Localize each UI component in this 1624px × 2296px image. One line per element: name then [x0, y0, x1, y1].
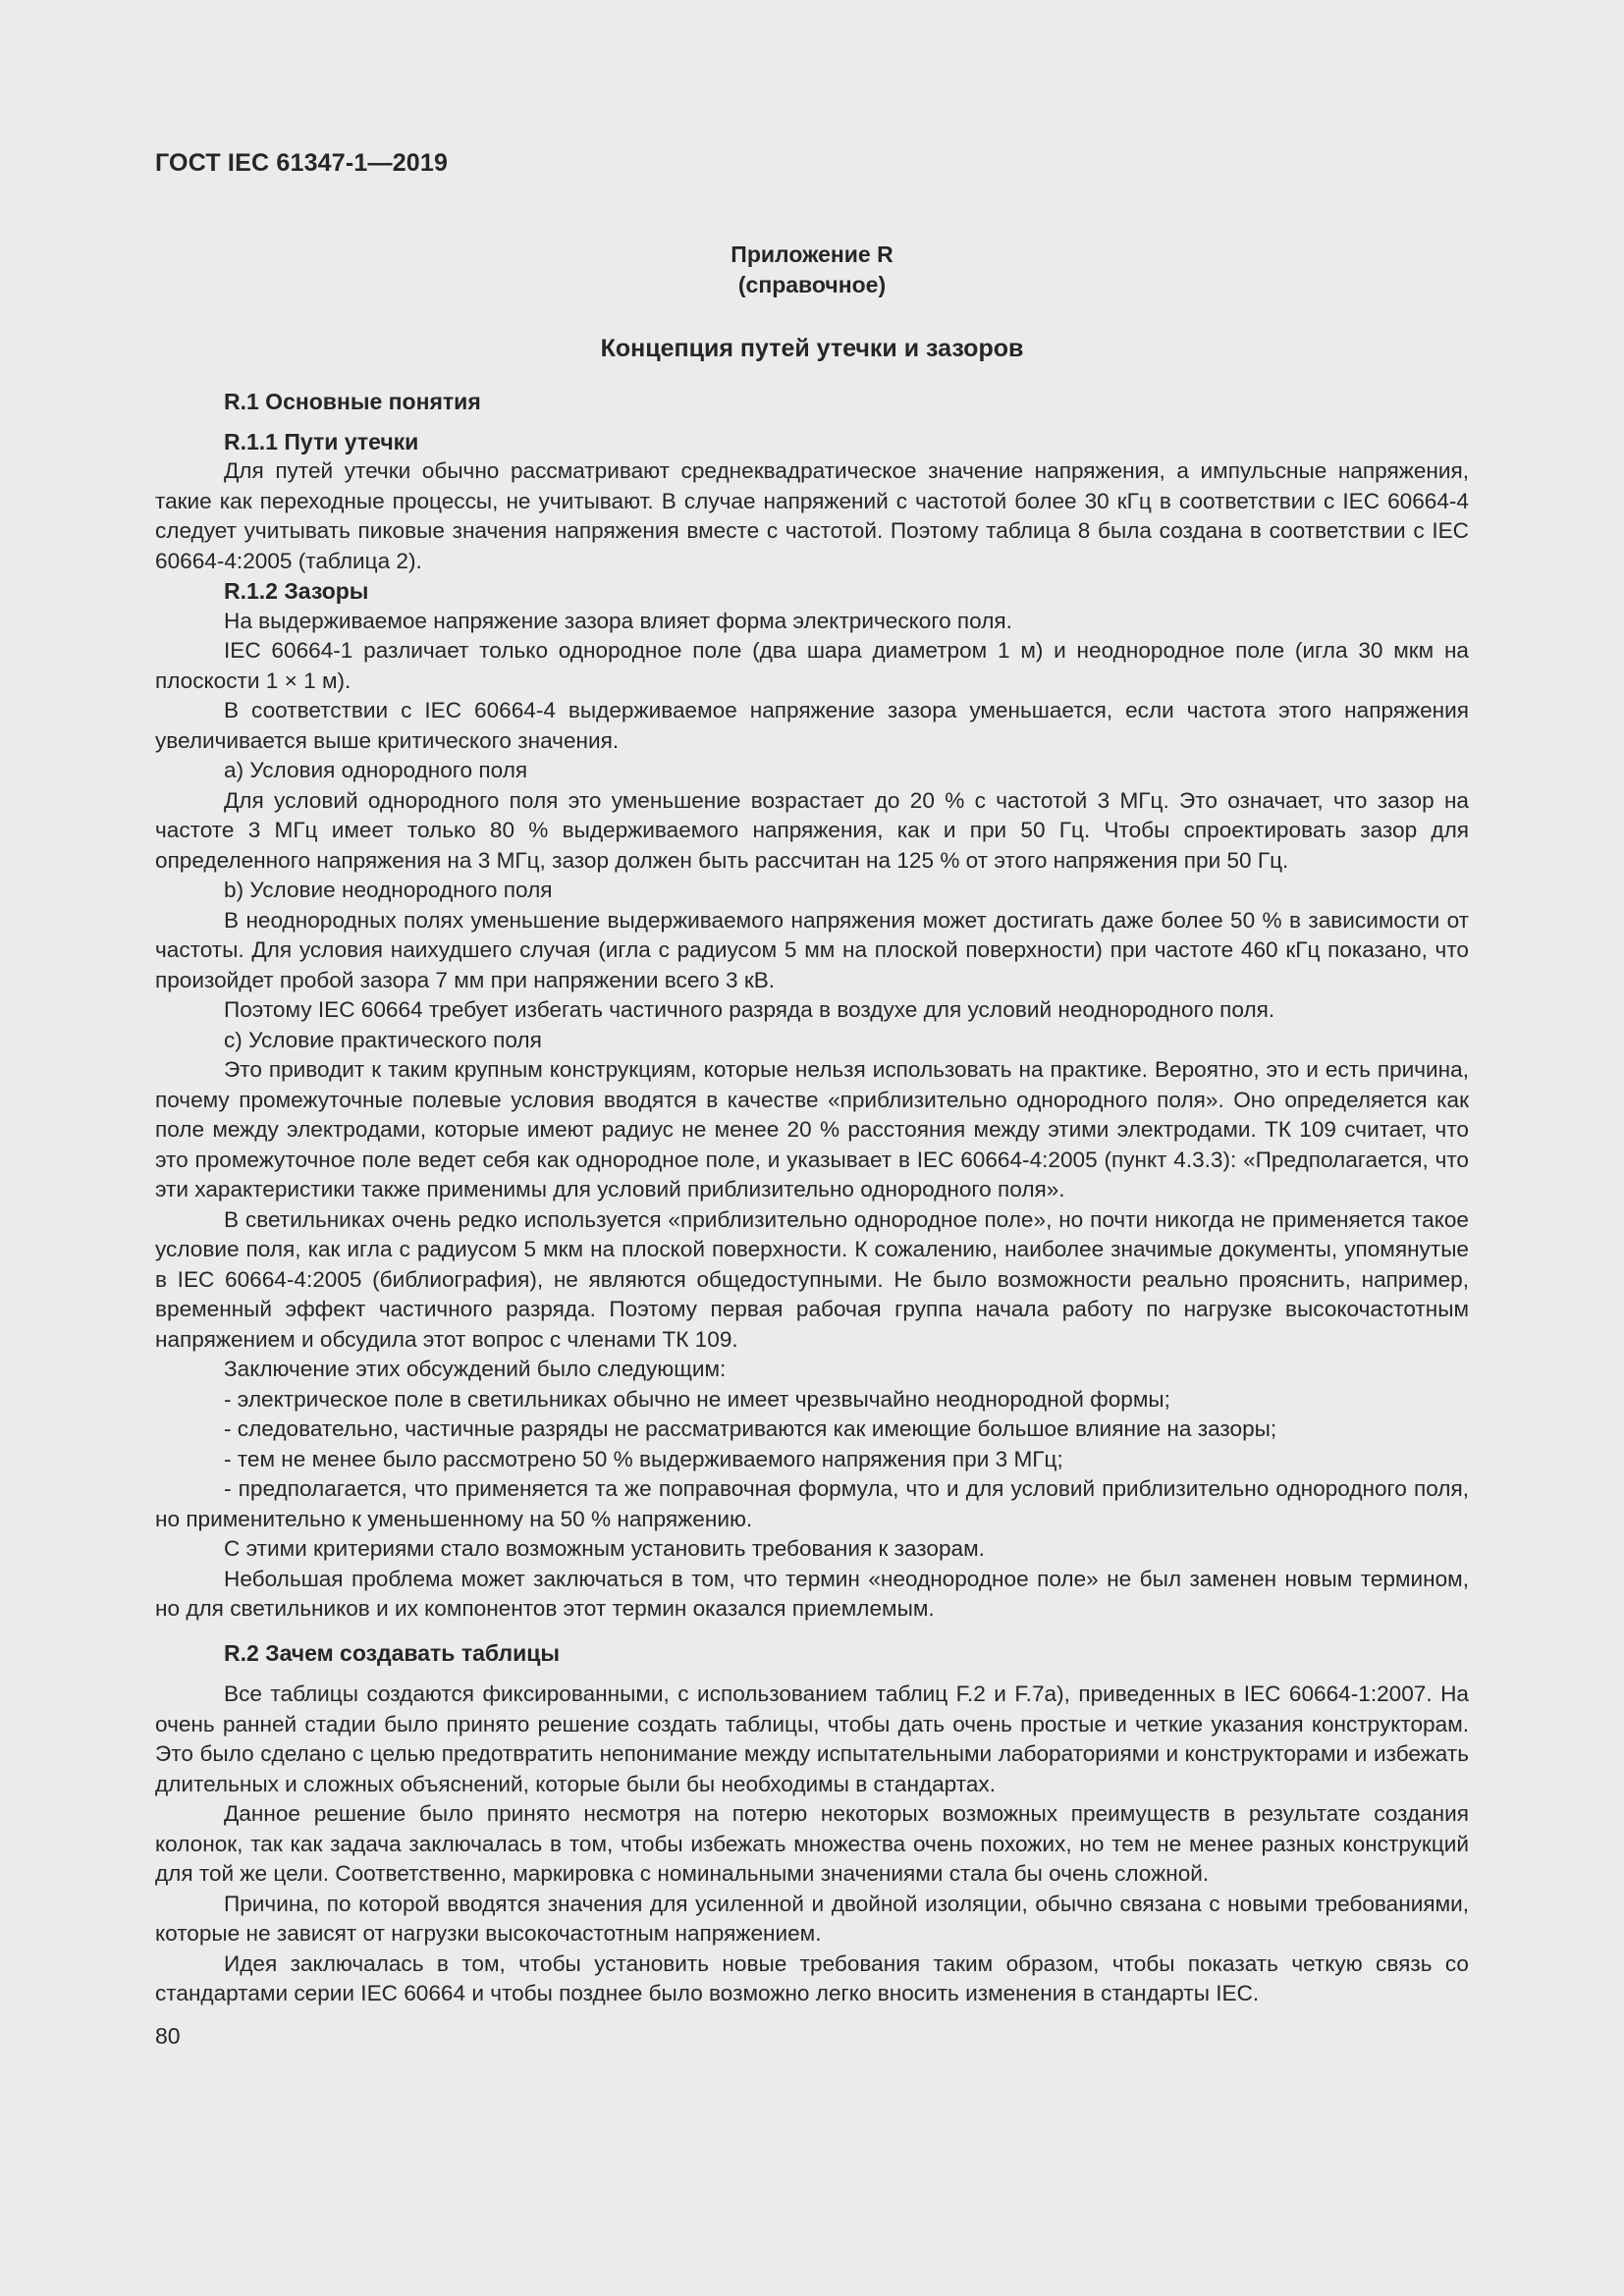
annex-status: (справочное) [737, 272, 887, 297]
paragraph: Все таблицы создаются фиксированными, с использованием таблиц F.2 и F.7а), приведенных в IEC 60664-1:2007. На очень ранней стадии было принято решение создать таблицы, чтобы дать очень простые и четкие указания конструкторам. Это было сделано с целью предотвратить непонимание между испытательными лабораториями и конструкторами и избежать длительных и сложных объяснений, которые были бы необходимы в стандартах. [155, 1682, 1469, 1796]
annex-name: Концепция путей утечки и зазоров [600, 335, 1024, 362]
section-heading-r2: R.2 Зачем создавать таблицы [224, 1639, 561, 1666]
list-item-heading: c) Условие практического поля [224, 1027, 542, 1052]
document-page [155, 145, 1469, 2051]
paragraph: Заключение этих обсуждений было следующим: [224, 1357, 727, 1381]
document-id: ГОСТ IEC 61347-1—2019 [155, 149, 449, 177]
list-item-heading: a) Условия однородного поля [224, 758, 528, 782]
paragraph: IEC 60664-1 различает только однородное поле (два шара диаметром 1 м) и неоднородное поле (игла 30 мкм на плоскости 1 × 1 м). [155, 638, 1469, 693]
list-item-heading: b) Условие неоднородного поля [224, 878, 553, 902]
section-heading-r11: R.1.1 Пути утечки [224, 428, 419, 454]
paragraph: Небольшая проблема может заключаться в том, что термин «неоднородное поле» не был заменен новым термином, но для светильников и их компонентов этот термин оказался приемлемым. [155, 1566, 1469, 1621]
page-number: 80 [155, 2022, 181, 2049]
list-item: - предполагается, что применяется та же поправочная формула, что и для условий приблизительно однородного поля, но применительно к уменьшенному на 50 % напряжению. [155, 1476, 1469, 1531]
list-item: - тем не менее было рассмотрено 50 % выдерживаемого напряжения при 3 МГц; [224, 1446, 1063, 1471]
paragraph: Это приводит к таким крупным конструкциям, которые нельзя использовать на практике. Вероятно, это и есть причина, почему промежуточные полевые условия вводятся в качестве «приблизительно однородного поля». Оно определяется как поле между электродами, которые имеют радиус не менее 20 % расстояния между этими электродами. ТК 109 считает, что это промежуточное поле ведет себя как однородное поле, и указывает в IEC 60664-4:2005 (пункт 4.3.3): «Предполагается, что эти характеристики также применимы для условий приблизительно однородного поля». [155, 1057, 1469, 1201]
list-item: - электрическое поле в светильниках обычно не имеет чрезвычайно неоднородной формы; [224, 1386, 1170, 1412]
paragraph: В светильниках очень редко используется «приблизительно однородное поле», но почти никогда не применяется такое условие поля, как игла с радиусом 5 мкм на плоской поверхности. К сожалению, наиболее значимые документы, упомянутые в IEC 60664-4:2005 (библиография), не являются общедоступными. Не было возможности реально прояснить, например, временный эффект частичного разряда. Поэтому первая рабочая группа начала работу по нагрузке высокочастотным напряжением и обсудила этот вопрос с членами ТК 109. [155, 1206, 1469, 1352]
paragraph: Данное решение было принято несмотря на потерю некоторых возможных преимуществ в результате создания колонок, так как задача заключалась в том, чтобы избежать множества очень похожих, но тем не менее разных конструкций для той же цели. Соответственно, маркировка с номинальными значениями стала бы очень сложной. [155, 1801, 1469, 1886]
paragraph: В соответствии с IEC 60664-4 выдерживаемое напряжение зазора уменьшается, если частота этого напряжения увеличивается выше критического значения. [155, 698, 1469, 753]
section-heading-r1: R.1 Основные понятия [224, 389, 481, 414]
paragraph: Идея заключалась в том, чтобы установить новые требования таким образом, чтобы показать четкую связь со стандартами серии IEC 60664 и чтобы позднее было возможно легко вносить изменения в стандарты IEC. [155, 1950, 1469, 2005]
paragraph: Причина, по которой вводятся значения для усиленной и двойной изоляции, обычно связана с новыми требованиями, которые не зависят от нагрузки высокочастотным напряжением. [155, 1891, 1469, 1946]
list-item: - следовательно, частичные разряды не рассматриваются как имеющие большое влияние на зазоры; [224, 1416, 1277, 1441]
paragraph: Для условий однородного поля это уменьшение возрастает до 20 % с частотой 3 МГц. Это означает, что зазор на частоте 3 МГц имеет только 80 % выдерживаемого напряжения, как и при 50 Гц. Чтобы спроектировать зазор для определенного напряжения на 3 МГц, зазор должен быть рассчитан на 125 % от этого напряжения при 50 Гц. [155, 787, 1469, 873]
paragraph: На выдерживаемое напряжение зазора влияет форма электрического поля. [224, 608, 1012, 633]
paragraph: Поэтому IEC 60664 требует избегать частичного разряда в воздухе для условий неоднородного поля. [224, 997, 1275, 1022]
section-heading-r12: R.1.2 Зазоры [224, 578, 369, 604]
paragraph: В неоднородных полях уменьшение выдерживаемого напряжения может достигать даже более 50 % в зависимости от частоты. Для условия наихудшего случая (игла с радиусом 5 мм на плоской поверхности) при частоте 460 кГц показано, что произойдет пробой зазора 7 мм при напряжении всего 3 кВ. [155, 907, 1469, 992]
paragraph: Для путей утечки обычно рассматривают среднеквадратическое значение напряжения, а импульсные напряжения, такие как переходные процессы, не учитывают. В случае напряжений с частотой более 30 кГц в соответствии с IEC 60664-4 следует учитывать пиковые значения напряжения вместе с частотой. Поэтому таблица 8 была создана в соответствии с IEC 60664-4:2005 (таблица 2). [155, 458, 1469, 573]
annex-title: Приложение R [731, 241, 893, 267]
paragraph: С этими критериями стало возможным установить требования к зазорам. [224, 1536, 985, 1561]
